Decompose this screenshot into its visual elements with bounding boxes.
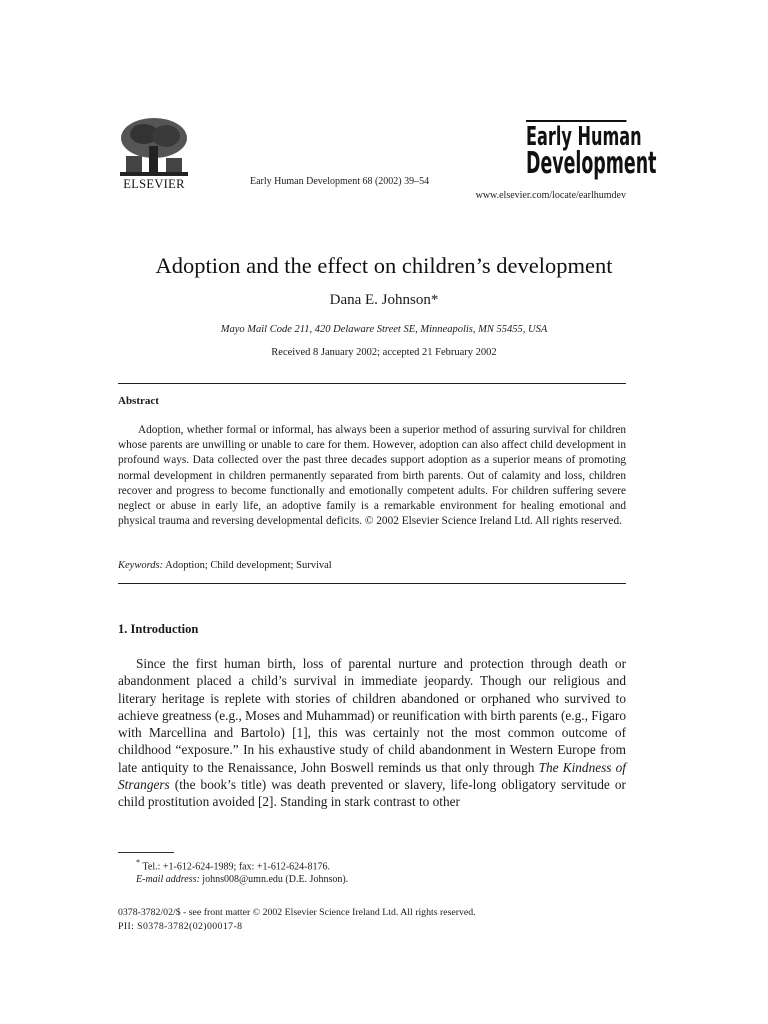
abstract-text: Adoption, whether formal or informal, has always been a superior method of assuring survival for children whose parents are unwilling or unable to care for them. However, adoption can also affect child development in profound ways. Data collected over the past three decades support adoption as a superior means of promoting normal development in children permanently separated from birth parents. Out of calamity and loss, children recover and progress to become functionally and emotionally competent adults. For children suffering severe neglect or abuse in early life, an adoptive family is a remarkable environment for healing emotional and physical trauma and reversing developmental deficits. © 2002 Elsevier Science Ireland Ltd. All rights reserved. <box>118 424 626 528</box>
received-dates: Received 8 January 2002; accepted 21 February 2002 <box>271 347 497 358</box>
article-author: Dana E. Johnson* <box>329 292 439 308</box>
article-title: Adoption and the effect on children’s development <box>155 253 613 278</box>
journal-brand-line2: Development <box>526 146 657 181</box>
abstract-heading: Abstract <box>118 395 159 407</box>
keywords-label: Keywords: <box>118 560 164 571</box>
author-affiliation: Mayo Mail Code 211, 420 Delaware Street SE, Minneapolis, MN 55455, USA <box>220 324 548 335</box>
abstract-bottom-rule <box>118 583 626 584</box>
journal-url[interactable]: www.elsevier.com/locate/earlhumdev <box>475 190 626 201</box>
intro-text-part2: (the book’s title) was death prevented or slavery, life-long obligatory servitude or child prostitution avoided [2]. Standing in stark contrast to other <box>118 777 626 810</box>
footnote-phone: Tel.: +1-612-624-1989; fax: +1-612-624-8176. <box>142 861 330 873</box>
elsevier-logo <box>118 116 190 192</box>
elsevier-tree-icon <box>118 116 190 178</box>
email-address[interactable]: johns008@umn.edu (D.E. Johnson). <box>202 874 349 885</box>
pii-line: PII: S0378-3782(02)00017-8 <box>118 921 243 932</box>
journal-citation: Early Human Development 68 (2002) 39–54 <box>250 176 430 187</box>
footnote-marker: * <box>136 858 141 867</box>
footnote-contact <box>136 858 330 872</box>
footnote-email <box>136 874 348 885</box>
intro-paragraph <box>118 655 626 811</box>
journal-brand-line1: Early Human <box>526 122 642 152</box>
keywords-list: Adoption; Child development; Survival <box>165 560 332 571</box>
intro-text-part1: Since the first human birth, loss of parental nurture and protection through death or abandonment placed a child’s survival in immediate jeopardy. Though our religious and literary heritage is replete with stories of children abandoned or orphaned who survived to achieve greatness (e.g., Moses and Muhammad) or reunification with birth parents (e.g., Figaro with Marcellina and Bartolo) [1], this was certainly not the most common outcome of childhood “exposure.” In his exhaustive study of child abandonment in Western Europe from late antiquity to the Renaissance, John Boswell reminds us that only through <box>118 656 626 775</box>
book-title: The Kindness of Strangers <box>118 759 627 793</box>
footnote-rule <box>118 852 174 853</box>
email-label: E-mail address: <box>136 874 200 885</box>
section-heading: 1. Introduction <box>118 622 199 636</box>
abstract-top-rule <box>118 383 626 384</box>
copyright-line: 0378-3782/02/$ - see front matter © 2002 Elsevier Science Ireland Ltd. All rights reserved. <box>118 907 476 918</box>
journal-brand <box>526 120 657 181</box>
publisher-name: ELSEVIER <box>123 177 185 191</box>
keywords <box>118 560 332 571</box>
